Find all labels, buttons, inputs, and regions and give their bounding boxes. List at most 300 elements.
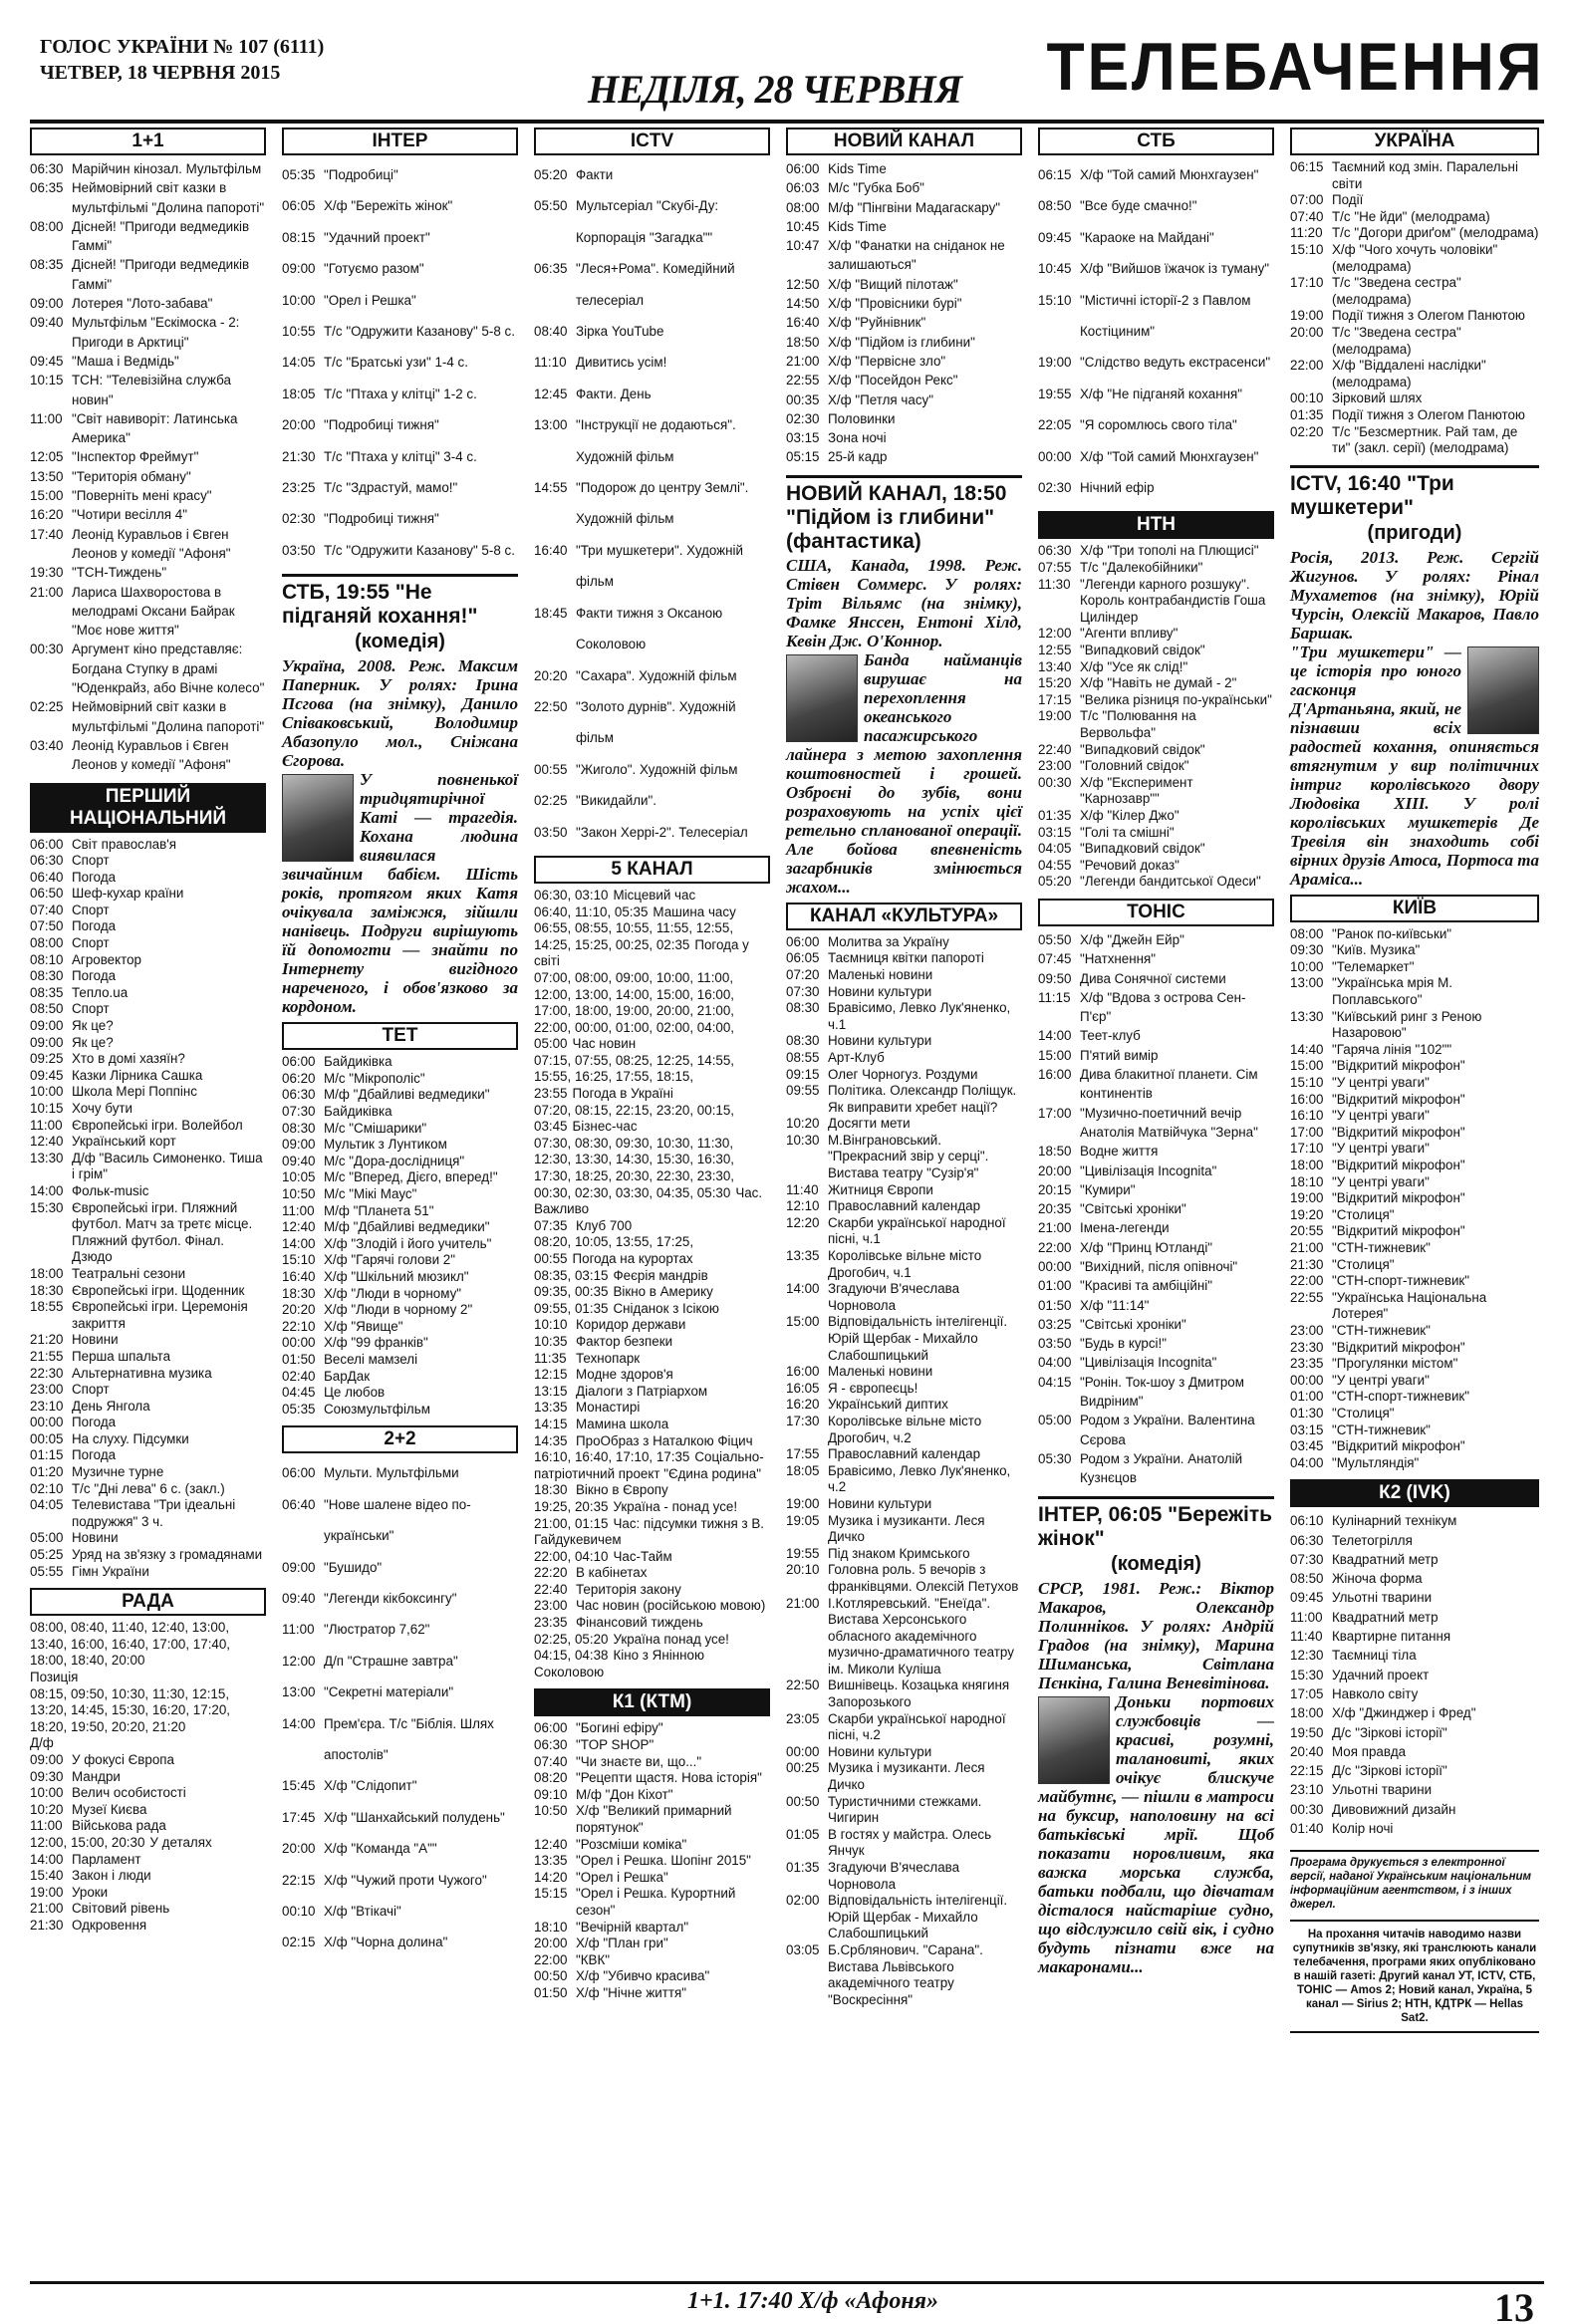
air-time: 05:35 (282, 167, 316, 182)
program-title: М/с "Смішарики" (324, 1120, 427, 1136)
program-title: Таємниці тіла (1332, 1648, 1417, 1664)
program-title: Погода (72, 869, 117, 885)
schedule-item (30, 1299, 266, 1332)
program-title: Час: підсумки тижня з В. Гайдукевичем (534, 1515, 764, 1548)
program-title: Х/ф "Руйнівник" (828, 315, 926, 331)
program-title: Д/ф "Василь Симоненко. Тиша і грім" (72, 1150, 263, 1182)
program-title: Машина часу (653, 904, 736, 919)
schedule-item (30, 952, 266, 969)
air-time: 07:50 (30, 918, 64, 934)
schedule-item (534, 1565, 770, 1582)
air-time: 00:05 (30, 1430, 64, 1446)
program-title: "Відкритий мікрофон" (1332, 1091, 1465, 1107)
air-time: 05:25 (30, 1547, 64, 1563)
air-time: 23:00 (1290, 1322, 1324, 1338)
program-title: Тепло.ua (72, 984, 129, 1000)
program-title: Світ православ'я (72, 836, 177, 852)
air-time: 21:30 (30, 1917, 64, 1933)
air-time: 19:00 (1038, 708, 1072, 724)
schedule-item (30, 255, 266, 294)
schedule-item (534, 888, 770, 904)
air-time: 06:30, 03:10 (534, 887, 609, 903)
channel-header: ICTV (534, 128, 770, 155)
program-title: Дива Сонячної системи (1080, 970, 1226, 986)
program-title: Як це? (72, 1034, 114, 1050)
program-title: М/ф "Дбайливі ведмедики" (324, 1087, 490, 1103)
air-time: 15:10 (1290, 1075, 1324, 1091)
air-time: 06:00 (30, 836, 64, 852)
program-title: Дісней! "Пригоди ведмедиків Гаммі" (72, 218, 250, 254)
schedule-item (282, 1269, 518, 1286)
program-title: "ТСН-Тиждень" (72, 565, 167, 581)
schedule-item (30, 1068, 266, 1085)
program-title: В гостях у майстра. Олесь Янчук (828, 1826, 992, 1859)
air-time: 18:05 (786, 1462, 820, 1478)
air-time: 07:20, 08:15, 22:15, 23:20, 00:15, 03:45 (534, 1102, 735, 1135)
program-title: Kids Time (828, 218, 887, 234)
schedule-item (1038, 675, 1274, 692)
air-time: 02:25 (534, 793, 568, 809)
program-title: "Інспектор Фреймут" (72, 449, 199, 465)
air-time: 06:30 (30, 161, 64, 176)
schedule-item (30, 352, 266, 371)
air-time: 08:00, 08:40, 11:40, 12:40, 13:00, 13:40, 16:00, 16:40, 17:00, 17:40, 18:00, 18:40, 20:00 (30, 1620, 231, 1669)
air-time: 19:20 (1290, 1206, 1324, 1222)
channel-header: 1+1 (30, 128, 266, 155)
schedule-item (534, 920, 770, 970)
schedule-item (1290, 1780, 1539, 1799)
schedule-item (534, 1136, 770, 1218)
program-title: Х/ф "Не підганяй кохання" (1080, 386, 1242, 401)
program-title: Х/ф "Великий примарний порятунок" (576, 1803, 732, 1835)
schedule-item (30, 505, 266, 524)
program-title: Погода (72, 1415, 117, 1430)
program-title: "Нове шалене відео по-українськи" (324, 1496, 471, 1544)
air-time: 11:10 (534, 355, 567, 371)
program-title: Європейські ігри. Щоденник (72, 1282, 245, 1298)
program-title: "Леся+Рома". Комедійний телесеріал (576, 261, 735, 308)
schedule-item (534, 1837, 770, 1854)
air-time: 17:45 (282, 1809, 316, 1825)
schedule-item (1290, 275, 1539, 308)
air-time: 15:00 (786, 1314, 820, 1330)
air-time: 08:30 (282, 1120, 316, 1136)
air-time: 06:30 (1038, 543, 1072, 559)
schedule-item (282, 1154, 518, 1170)
program-title: Час новин (російською мовою) (576, 1598, 766, 1614)
air-time: 00:30 (30, 642, 64, 657)
schedule-item (30, 371, 266, 409)
schedule-item (1290, 1009, 1539, 1042)
program-title: "Інструкції не додаються". Художній фільм (576, 417, 736, 464)
schedule-item (30, 1481, 266, 1498)
schedule-item (1038, 1257, 1274, 1276)
air-time: 11:40 (1290, 1629, 1323, 1645)
program-title: Відповідальність інтелігенції. Юрій Щербак - Михайло Слабошпицький (828, 1893, 1008, 1941)
program-title: Дива блакитної планети. Сім континентів (1080, 1067, 1258, 1102)
air-time: 10:50 (282, 1186, 316, 1202)
channel-header: УКРАЇНА (1290, 128, 1539, 155)
program-title: Х/ф "Три тополі на Плющисі" (1080, 543, 1259, 559)
air-time: 09:40 (282, 1590, 316, 1606)
program-title: Україна понад усе! (613, 1631, 729, 1647)
program-title: Х/ф "Слідопит" (324, 1778, 417, 1794)
program-title: Перша шпальта (72, 1348, 171, 1364)
broadcast-day: НЕДІЛЯ, 28 ЧЕРВНЯ (588, 67, 962, 112)
program-title: Х/ф "Шанхайський полудень" (324, 1809, 505, 1825)
program-title: Леонід Куравльов і Євген Леонов у комедії "Афоня" (72, 737, 231, 773)
air-time: 10:00 (30, 1785, 64, 1801)
air-time: 21:20 (30, 1332, 64, 1348)
schedule-item (282, 253, 518, 284)
air-time: 20:00 (282, 1841, 316, 1857)
program-title: Православний календар (828, 1446, 981, 1462)
air-time: 12:00, 15:00, 20:30 (30, 1834, 145, 1850)
schedule-item (786, 1050, 1022, 1067)
program-title: Зона ночі (828, 430, 887, 446)
air-time: 12:40 (30, 1134, 64, 1150)
air-time: 08:50 (1290, 1571, 1324, 1587)
program-title: Д/п "Страшне завтра" (324, 1653, 458, 1669)
program-title: Х/ф "Вдова з острова Сен-П'єр" (1080, 989, 1246, 1025)
schedule-item (1038, 988, 1274, 1027)
program-title: "У центрі уваги" (1332, 1108, 1430, 1124)
program-title: Х/ф "Гарячі голови 2" (324, 1252, 455, 1268)
air-time: 13:00 (282, 1684, 316, 1700)
program-title: "Агенти впливу" (1080, 626, 1178, 642)
air-time: 00:30 (1290, 1801, 1324, 1817)
air-time: 04:45 (282, 1385, 316, 1401)
program-title: "Слідство ведуть екстрасенси" (1080, 355, 1271, 371)
schedule-item (534, 1417, 770, 1433)
schedule-item (1290, 1373, 1539, 1390)
air-time: 21:00 (786, 353, 820, 369)
schedule-item (1038, 379, 1274, 409)
program-title: "Ранок по-київськи" (1332, 925, 1452, 941)
air-time: 01:05 (786, 1826, 820, 1842)
column-1 (30, 128, 266, 1942)
program-title: "Головний свідок" (1080, 758, 1189, 774)
channel-schedule (282, 1457, 518, 1958)
program-title: "Відкритий мікрофон" (1332, 1438, 1465, 1454)
program-title: Скарби української народної пісні, ч.2 (828, 1710, 1006, 1743)
program-title: "Поверніть мені красу" (72, 488, 212, 504)
program-title: Дісней! "Пригоди ведмедиків Гаммі" (72, 257, 250, 292)
air-time: 15:00 (1038, 1047, 1072, 1063)
program-title: Події тижня з Олегом Панютою (1332, 308, 1525, 324)
schedule-item (534, 904, 770, 921)
program-title: Моя правда (1332, 1743, 1407, 1759)
air-time: 11:15 (1038, 989, 1071, 1005)
channel-schedule (786, 159, 1022, 467)
air-time: 22:15 (282, 1872, 316, 1888)
air-time: 06:05 (282, 198, 316, 214)
schedule-item (534, 1853, 770, 1870)
program-title: Погода у світі (534, 936, 749, 969)
schedule-item (282, 379, 518, 409)
schedule-item (30, 1818, 266, 1835)
schedule-item (1290, 959, 1539, 976)
air-time: 14:00 (786, 1281, 820, 1297)
air-time: 06:30 (1290, 1532, 1324, 1548)
air-time: 00:10 (1290, 390, 1324, 406)
program-title: Новини культури (828, 1743, 932, 1759)
air-time: 05:55 (30, 1563, 64, 1579)
air-time: 08:00 (1290, 925, 1324, 941)
program-title: Квартирне питання (1332, 1629, 1451, 1645)
air-time: 10:35 (534, 1333, 568, 1349)
program-title: Удачний проект (1332, 1667, 1430, 1682)
schedule-item (1038, 969, 1274, 988)
air-time: 06:50 (30, 886, 64, 902)
air-time: 01:30 (1290, 1405, 1324, 1420)
schedule-item (786, 1562, 1022, 1595)
schedule-item (1290, 1455, 1539, 1472)
feature-box (786, 475, 1022, 897)
air-time: 08:00 (30, 935, 64, 951)
schedule-item (282, 1489, 518, 1552)
air-time: 08:15 (282, 229, 316, 245)
air-time: 08:30 (30, 968, 64, 984)
program-title: М/с "Мікі Маус" (324, 1186, 417, 1202)
channel-header: РАДА (30, 1588, 266, 1616)
feature-box (1038, 1496, 1274, 1976)
air-time: 21:00, 01:15 (534, 1515, 609, 1531)
air-time: 05:30 (1038, 1450, 1072, 1466)
program-title: Т/с "Зведена сестра" (мелодрама) (1332, 324, 1461, 357)
channel-schedule (534, 888, 770, 1681)
schedule-item (30, 159, 266, 178)
air-time: 07:30 (786, 983, 820, 999)
air-time: 00:30 (1038, 774, 1072, 790)
program-title: "Містичні історії-2 з Павлом Костіциним" (1080, 292, 1251, 340)
air-time: 18:50 (1038, 1144, 1072, 1160)
program-title: Х/ф "Шкільний мюзикл" (324, 1269, 469, 1284)
program-title: Х/ф "Явище" (324, 1318, 403, 1334)
program-title: "Вечірній квартал" (576, 1919, 689, 1935)
air-time: 14:00 (30, 1851, 64, 1867)
program-title: Т/с "Птаха у клітці" 3-4 с. (324, 448, 477, 464)
feature-synopsis: У повненької тридцятирічної Каті — трагедія. Кохана людина виявилася звичайним бабієм. Шість років, протягом яких Катя очікувала заміжжя, зійшли нанівець. Подруги вирішують їй допомогти — знайти по Інтернету вигідного нареченого, і обов'язково за кордоном. (282, 770, 518, 1017)
air-time: 16:00 (1038, 1067, 1072, 1083)
schedule-item (30, 935, 266, 952)
air-time: 15:10 (1290, 241, 1324, 257)
program-title: "У центрі уваги" (1332, 1141, 1430, 1157)
air-time: 04:05 (30, 1497, 64, 1513)
feature-credits: Україна, 2008. Реж. Максим Паперник. У ролях: Ірина Псгова (на знімку), Данило Співаковський, Володимир Абазопуло мол., Сніжана Єгорова. (282, 656, 518, 771)
schedule-item (30, 985, 266, 1002)
air-time: 10:30 (786, 1132, 820, 1148)
schedule-item (30, 1852, 266, 1869)
schedule-item (282, 1677, 518, 1707)
program-title: Х/ф "Джинджер і Фред" (1332, 1705, 1476, 1721)
air-time: 14:35 (534, 1432, 568, 1448)
program-title: Як це? (72, 1018, 114, 1034)
air-time: 15:40 (30, 1868, 64, 1884)
section-title: ТЕЛЕБАЧЕННЯ (1046, 29, 1544, 105)
air-time: 13:00 (534, 417, 568, 433)
schedule-item (30, 1497, 266, 1530)
schedule-item (534, 754, 770, 785)
schedule-item (534, 598, 770, 660)
schedule-item (30, 1200, 266, 1266)
air-time: 14:55 (534, 480, 568, 496)
air-time: 11:40 (786, 1181, 819, 1197)
air-time: 08:50 (1038, 198, 1072, 214)
schedule-item (30, 583, 266, 641)
program-title: Теет-клуб (1080, 1028, 1141, 1044)
schedule-item (30, 1332, 266, 1349)
air-time: 23:35 (534, 1615, 568, 1631)
air-time: 09:30 (1290, 942, 1324, 958)
schedule-item (30, 640, 266, 697)
air-time: 10:20 (30, 1801, 64, 1817)
program-title: Х/ф "Команда "А"" (324, 1841, 437, 1857)
program-title: Бізнес-час (572, 1119, 638, 1135)
air-time: 18:00 (30, 1265, 64, 1281)
program-title: Королівське вільне місто Дрогобич, ч.2 (828, 1413, 982, 1445)
feature-credits: США, Канада, 1998. Реж. Стівен Соммерс. У ролях: Тріт Вільямс (на знімку), Фамке Янссен, Ентоні Хілд, Кевін Дж. О'Коннор. (786, 555, 1022, 650)
schedule-item (1290, 192, 1539, 209)
program-title: Місцевий час (613, 887, 696, 903)
air-time: 04:15, 04:38 (534, 1648, 609, 1664)
actor-photo (282, 774, 354, 862)
air-time: 08:55 (786, 1049, 820, 1065)
program-title: Т/с "Одружити Казанову" 5-8 с. (324, 324, 515, 340)
schedule-item (1038, 1353, 1274, 1372)
air-time: 15:15 (534, 1886, 568, 1902)
schedule-item (30, 1447, 266, 1464)
air-time: 07:40 (534, 1753, 568, 1769)
air-time: 22:00 (534, 1951, 568, 1967)
schedule-item (1290, 1042, 1539, 1059)
schedule-item (1038, 253, 1274, 284)
schedule-item (30, 903, 266, 919)
program-title: Х/ф "Віддалені наслідки" (мелодрама) (1332, 358, 1486, 389)
program-title: Спорт (72, 1382, 110, 1398)
schedule-item (1290, 1141, 1539, 1158)
air-time: 23:10 (30, 1398, 64, 1414)
program-title: Світовий рівень (72, 1901, 170, 1917)
program-title: "Світські хроніки" (1080, 1316, 1186, 1332)
air-time: 15:45 (282, 1778, 316, 1794)
air-time: 08:30 (786, 1000, 820, 1016)
program-title: Маленькі новини (828, 1364, 933, 1380)
air-time: 08:15, 09:50, 10:30, 11:30, 12:15, 13:20, 14:45, 15:30, 16:20, 17:20, 18:20, 19:50, 20:20, 21:20 (30, 1685, 231, 1734)
schedule-item (534, 785, 770, 816)
air-time: 05:20 (534, 167, 568, 182)
program-title: Клуб 700 (576, 1217, 633, 1233)
program-title: "КВК" (576, 1951, 611, 1967)
air-time: 09:45 (1038, 229, 1072, 245)
program-title: Х/ф "Первісне зло" (828, 353, 946, 369)
program-title: Новини (72, 1332, 119, 1348)
schedule-item (1290, 1550, 1539, 1569)
air-time: 10:47 (786, 238, 820, 254)
air-time: 06:00 (786, 933, 820, 949)
program-title: "Орел і Решка. Шопінг 2015" (576, 1853, 751, 1869)
program-title: "Богині ефіру" (576, 1720, 663, 1736)
program-title: Події тижня з Олегом Панютою (1332, 406, 1525, 422)
schedule-item (786, 1248, 1022, 1281)
schedule-item (534, 1886, 770, 1919)
schedule-item (534, 1648, 770, 1680)
program-title: "Світські хроніки" (1080, 1201, 1186, 1217)
channel-schedule (1290, 1511, 1539, 1838)
air-time: 08:35, 03:15 (534, 1267, 609, 1283)
schedule-item (1290, 390, 1539, 407)
air-time: 18:10 (534, 1919, 568, 1935)
schedule-item (1038, 1334, 1274, 1353)
schedule-item (1038, 1218, 1274, 1237)
schedule-item (30, 1686, 266, 1736)
program-title: Водне життя (1080, 1144, 1159, 1160)
program-title: Т/с "Далекобійники" (1080, 560, 1203, 576)
feature-synopsis: Доньки портових службовців — красиві, розумні, талановиті, яких очікує блискуче майбутнє, — пішли в матроси на буксир, наполовину на всі батьківські мрії. Щоб показати норовливим, яка важка морська служба, батьки подбали, що дівчатам дісталося найстаріше судно, що відслужило свій вік, і судно будуть пізнати вже на макаронами... (1038, 1691, 1274, 1976)
schedule-item (1038, 758, 1274, 775)
air-time: 17:10 (1290, 1141, 1324, 1157)
schedule-item (534, 1284, 770, 1301)
channel-schedule (30, 837, 266, 1581)
schedule-item (534, 1351, 770, 1368)
program-title: "Кумири" (1080, 1181, 1136, 1197)
program-title: Житниця Європи (828, 1181, 933, 1197)
schedule-item (534, 970, 770, 1053)
footer-headline: 1+1. 17:40 Х/ф «Афоня» (687, 2288, 939, 2314)
program-title: Телетогрілля (1332, 1532, 1413, 1548)
column-6 (1290, 128, 1539, 2033)
air-time: 13:50 (30, 468, 64, 484)
program-title: Х/ф "Чого хочуть чоловіки" (мелодрама) (1332, 241, 1498, 274)
air-time: 03:50 (1038, 1336, 1072, 1352)
program-title: Велич особистості (72, 1785, 186, 1801)
air-time: 09:40 (282, 1153, 316, 1168)
schedule-item (786, 1446, 1022, 1463)
schedule-item (786, 1381, 1022, 1398)
schedule-item (1290, 975, 1539, 1008)
schedule-item (534, 1400, 770, 1417)
schedule-item (1290, 1058, 1539, 1075)
air-time: 08:20 (534, 1770, 568, 1786)
program-title: Європейські ігри. Пляжний футбол. Матч за третє місце. Пляжний футбол. Фінал. Дзюдо (72, 1199, 253, 1265)
schedule-item (786, 333, 1022, 352)
program-title: "Золото дурнів". Художній фільм (576, 698, 736, 746)
schedule-item (534, 1218, 770, 1235)
schedule-item (1290, 1389, 1539, 1406)
schedule-item (1038, 742, 1274, 759)
program-title: Союзмультфільм (324, 1401, 430, 1417)
air-time: 23:30 (1290, 1339, 1324, 1355)
schedule-item (786, 1760, 1022, 1793)
air-time: 17:40 (30, 526, 64, 542)
program-title: "У центрі уваги" (1332, 1372, 1430, 1388)
schedule-item (1290, 209, 1539, 226)
schedule-item (534, 1482, 770, 1499)
program-title: Український корт (72, 1134, 176, 1150)
program-title: Парламент (72, 1851, 141, 1867)
program-title: Політика. Олександр Поліщук. Як виправити хребет нації? (828, 1083, 1017, 1115)
air-time: 05:50 (1038, 931, 1072, 947)
air-time: 06:40 (30, 869, 64, 885)
schedule-item (534, 1632, 770, 1649)
air-time: 05:15 (786, 449, 820, 465)
program-title: Телевистава "Три ідеальні подружжя" 3 ч. (72, 1497, 236, 1529)
schedule-item (30, 447, 266, 466)
program-title: "Три мушкетери". Художній фільм (576, 542, 743, 590)
program-title: Музика і музиканти. Леся Дичко (828, 1512, 985, 1545)
schedule-item (1038, 1142, 1274, 1161)
schedule-item (1290, 1257, 1539, 1274)
